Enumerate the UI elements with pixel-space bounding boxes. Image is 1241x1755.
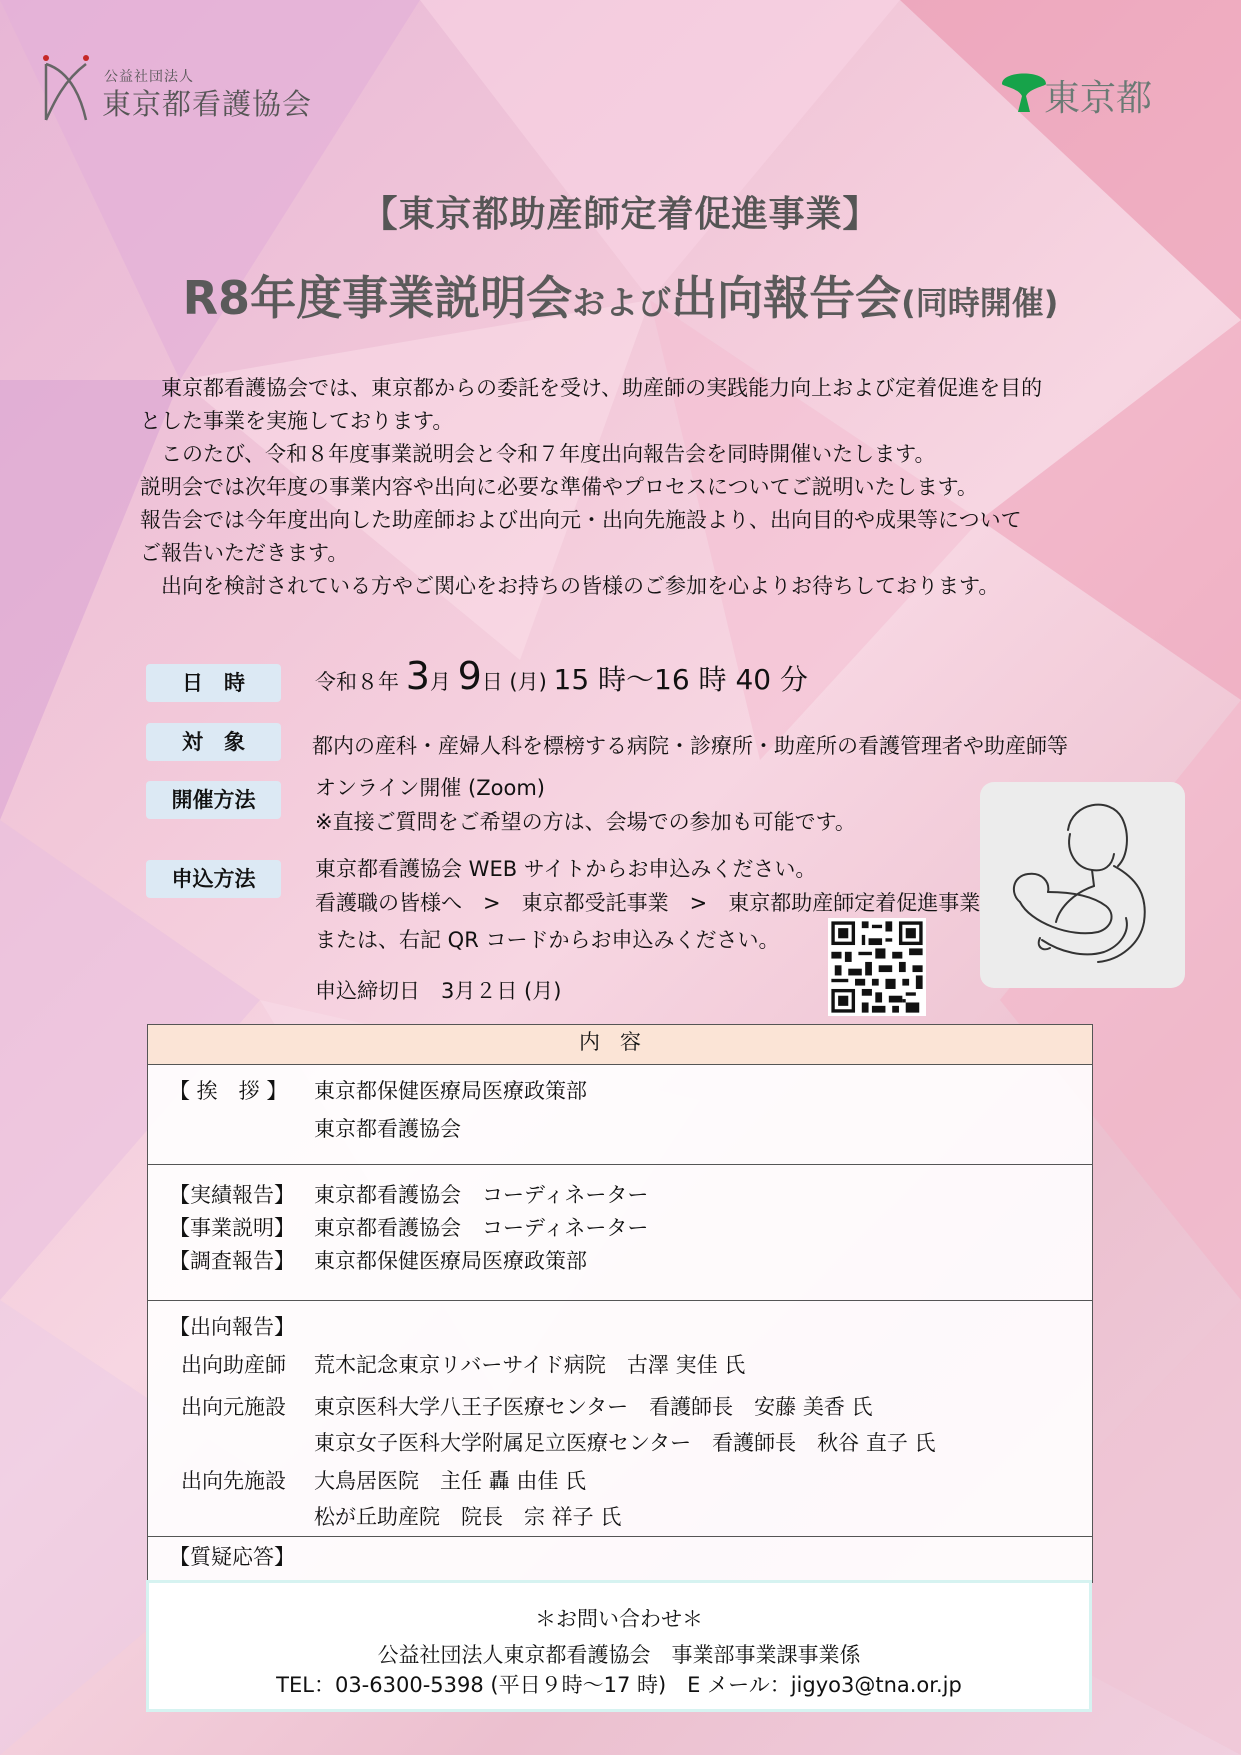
apply-label: 申込方法: [146, 860, 281, 898]
mother-baby-illustration: [980, 782, 1185, 988]
event-title-part1: R8年度事業説明会: [182, 271, 573, 325]
tokyo-metropolitan-logo-text: 東京都: [1044, 78, 1153, 119]
program-content-table: [147, 1024, 1093, 1583]
qr-code-icon[interactable]: [828, 918, 926, 1016]
greeting-section: [148, 1065, 1093, 1165]
list-item: [149, 1311, 1091, 1349]
org-name: 東京都看護協会: [102, 87, 313, 121]
list-item: [149, 1391, 1091, 1427]
apply-path: 看護職の皆様へ > 東京都受託事業 > 東京都助産師定着促進事業: [315, 891, 981, 915]
method-line1: オンライン開催 (Zoom): [315, 776, 545, 800]
dispatch-section: [148, 1301, 1093, 1537]
list-item: [149, 1465, 1091, 1501]
dest-value: 大鳥居医院 主任 轟 由佳 氏: [314, 1469, 587, 1493]
intro-line: 説明会では次年度の事業内容や出向に必要な準備やプロセスについてご説明いたします。: [140, 475, 978, 499]
date-time: 15 時～16 時 40 分: [553, 663, 808, 696]
list-item: [149, 1075, 1091, 1105]
list-item: [149, 1245, 1091, 1278]
org-type-label: 公益社団法人: [104, 69, 194, 85]
midwife-label: 出向助産師: [181, 1353, 286, 1377]
report-label: 【調査報告】: [169, 1249, 295, 1273]
list-item: [149, 1501, 1091, 1535]
dispatch-label: 【出向報告】: [169, 1315, 295, 1339]
list-item: [149, 1113, 1091, 1143]
intro-line: とした事業を実施しております。: [140, 409, 454, 433]
report-label: 【実績報告】: [169, 1183, 295, 1207]
date-era: 令和８年: [315, 670, 399, 694]
intro-line: 東京都看護協会では、東京都からの委託を受け、助産師の実践能力向上および定着促進を目的: [140, 376, 1043, 400]
intro-line: 報告会では今年度出向した助産師および出向元・出向先施設より、出向目的や成果等について: [140, 508, 1022, 532]
date-day-unit: 日 (月): [481, 670, 547, 694]
intro-line: 出向を検討されている方やご関心をお持ちの皆様のご参加を心よりお待ちしております。: [140, 574, 1000, 598]
intro-line: ご報告いただきます。: [140, 541, 349, 565]
content-heading: 内容: [148, 1025, 1093, 1065]
apply-line1: 東京都看護協会 WEB サイトからお申込みください。: [315, 857, 817, 881]
list-item: [149, 1541, 1091, 1571]
list-item: [149, 1179, 1091, 1212]
report-label: 【事業説明】: [169, 1216, 295, 1240]
date-day: 9: [457, 654, 482, 698]
origin-value: 東京医科大学八王子医療センター 看護師長 安藤 美香 氏: [314, 1395, 873, 1419]
midwife-value: 荒木記念東京リバーサイド病院 古澤 実佳 氏: [314, 1353, 746, 1377]
list-item: [149, 1212, 1091, 1245]
greeting-speaker: 東京都保健医療局医療政策部: [314, 1079, 587, 1103]
event-title-part2: および: [572, 283, 672, 322]
origin-label: 出向元施設: [181, 1395, 286, 1419]
date-month: 3: [405, 654, 430, 698]
intro-line: このたび、令和８年度事業説明会と令和７年度出向報告会を同時開催いたします。: [140, 442, 936, 466]
method-label: 開催方法: [146, 781, 281, 819]
date-label: 日 時: [146, 664, 281, 702]
report-value: 東京都看護協会 コーディネーター: [314, 1183, 649, 1207]
dest-label: 出向先施設: [181, 1469, 286, 1493]
dest-value: 松が丘助産院 院長 宗 祥子 氏: [314, 1505, 622, 1529]
event-date: [315, 654, 808, 698]
nursing-association-logo-icon: [42, 52, 92, 124]
list-item: [149, 1349, 1091, 1391]
tokyo-ginkgo-logo-icon: [1000, 66, 1048, 114]
qa-section: [148, 1537, 1093, 1583]
list-item: [149, 1427, 1091, 1465]
event-title: [0, 262, 1241, 328]
deadline: 申込締切日 3月２日 (月): [315, 979, 562, 1003]
origin-value: 東京女子医科大学附属足立医療センター 看護師長 秋谷 直子 氏: [314, 1431, 936, 1455]
report-value: 東京都保健医療局医療政策部: [314, 1249, 587, 1273]
contact-line: TEL：03-6300-5398 (平日９時～17 時) E メール：jigyo3@tna.or.jp: [276, 1673, 962, 1697]
greeting-label: 【 挨 拶 】: [169, 1079, 288, 1103]
target-value: 都内の産科・産婦人科を標榜する病院・診療所・助産所の看護管理者や助産師等: [312, 734, 1068, 758]
contact-box: [146, 1580, 1092, 1712]
event-title-part3: 出向報告会: [671, 271, 902, 325]
intro-text: [140, 372, 1100, 603]
apply-line3: または、右記 QR コードからお申込みください。: [315, 928, 780, 952]
contact-org: 公益社団法人東京都看護協会 事業部事業課事業係: [377, 1643, 861, 1667]
reports-section: [148, 1165, 1093, 1301]
method-line2: ※直接ご質問をご希望の方は、会場での参加も可能です。: [315, 810, 856, 834]
contact-heading: ＊お問い合わせ＊: [535, 1607, 703, 1631]
greeting-speaker: 東京都看護協会: [314, 1117, 461, 1141]
qa-label: 【質疑応答】: [169, 1545, 295, 1569]
mother-holding-baby-icon: [980, 782, 1185, 988]
event-title-part4: (同時開催): [901, 284, 1059, 322]
program-title: 【東京都助産師定着促進事業】: [361, 194, 880, 235]
date-month-unit: 月: [429, 670, 451, 694]
report-value: 東京都看護協会 コーディネーター: [314, 1216, 649, 1240]
target-label: 対 象: [146, 723, 281, 761]
